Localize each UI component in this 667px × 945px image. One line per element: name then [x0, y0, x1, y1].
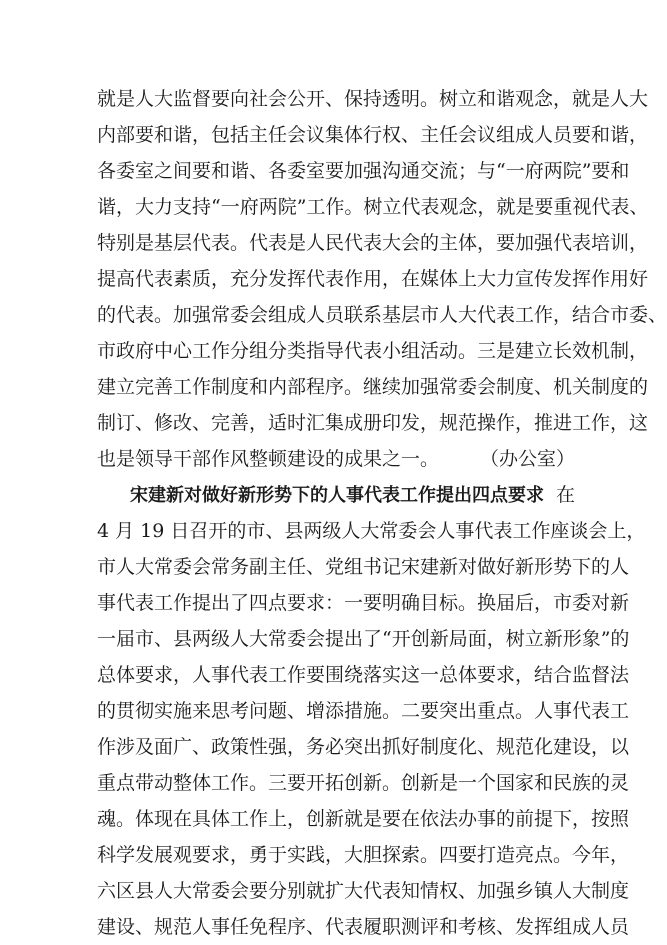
paragraph1-line-6: 提高代表素质，充分发挥代表作用，在媒体上大力宣传发挥作用好: [97, 268, 649, 290]
heading-tail-text: 在: [555, 484, 575, 506]
paragraph2-line-5: 总体要求，人事代表工作要围绕落实这一总体要求，结合监督法: [97, 664, 630, 686]
paragraph2-line-6: 的贯彻实施来思考问题、增添措施。二要突出重点。人事代表工: [97, 700, 630, 722]
paragraph1-line-1: 就是人大监督要向社会公开、保持透明。树立和谐观念，就是人大: [97, 88, 649, 110]
paragraph1-line-8: 市政府中心工作分组分类指导代表小组活动。三是建立长效机制，: [97, 340, 649, 362]
signature-office: （办公室）: [479, 448, 575, 470]
paragraph1-line-2: 内部要和谐，包括主任会议集体行权、主任会议组成人员要和谐，: [97, 124, 649, 146]
paragraph1-line-3: 各委室之间要和谐、各委室要加强沟通交流；与“一府两院”要和: [97, 160, 630, 182]
paragraph1-line-9: 建立完善工作制度和内部程序。继续加强常委会制度、机关制度的: [97, 376, 649, 398]
article-heading-line: [130, 477, 575, 513]
paragraph2-line-10: 科学发展观要求，勇于实践，大胆探索。四要打造亮点。今年，: [97, 844, 630, 866]
paragraph1-line-5: 特别是基层代表。代表是人民代表大会的主体，要加强代表培训，: [97, 232, 649, 254]
paragraph1-line-10: 制订、修改、完善，适时汇集成册印发，规范操作，推进工作，这: [97, 412, 649, 434]
paragraph2-line-7: 作涉及面广、政策性强，务必突出抓好制度化、规范化建设，以: [97, 736, 630, 758]
paragraph1-line-4: 谐，大力支持“一府两院”工作。树立代表观念，就是要重视代表、: [97, 196, 649, 218]
paragraph2-line-1: 4 月 19 日召开的市、县两级人大常委会人事代表工作座谈会上，: [97, 520, 646, 542]
paragraph2-line-12: 建设、规范人事任免程序、代表履职测评和考核、发挥组成人员: [97, 916, 630, 938]
paragraph2-line-8: 重点带动整体工作。三要开拓创新。创新是一个国家和民族的灵: [97, 772, 630, 794]
paragraph2-line-9: 魂。体现在具体工作上，创新就是要在依法办事的前提下，按照: [97, 808, 630, 830]
paragraph2-line-2: 市人大常委会常务副主任、党组书记宋建新对做好新形势下的人: [97, 556, 630, 578]
paragraph1-line-7: 的代表。加强常委会组成人员联系基层市人大代表工作，结合市委、: [97, 304, 667, 326]
paragraph2-line-3: 事代表工作提出了四点要求：一要明确目标。换届后，市委对新: [97, 592, 630, 614]
paragraph1-line-11: [97, 441, 575, 477]
article-heading: 宋建新对做好新形势下的人事代表工作提出四点要求: [130, 485, 544, 506]
paragraph2-line-11: 六区县人大常委会要分别就扩大代表知情权、加强乡镇人大制度: [97, 880, 630, 902]
paragraph2-line-4: 一届市、县两级人大常委会提出了“开创新局面，树立新形象”的: [97, 628, 630, 650]
paragraph1-last-text: 也是领导干部作风整顿建设的成果之一。: [97, 448, 440, 470]
